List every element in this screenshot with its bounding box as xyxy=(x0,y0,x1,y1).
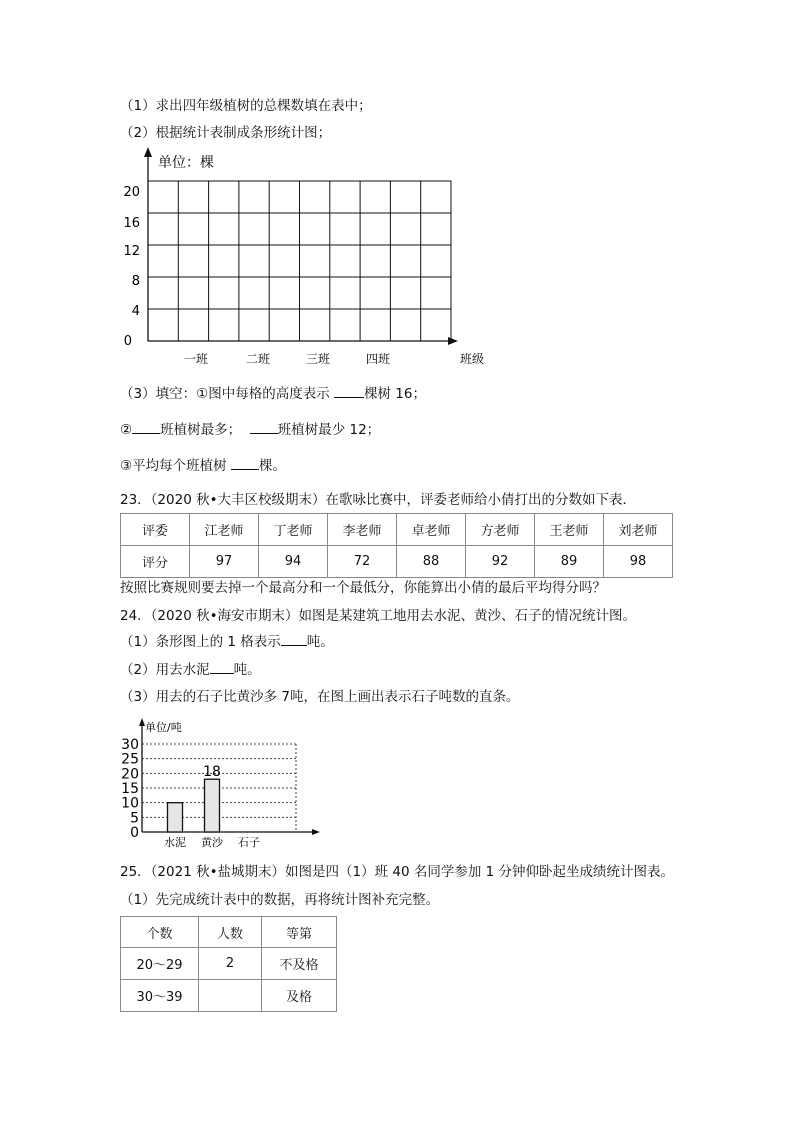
q22-part2: （2）根据统计表制成条形统计图； xyxy=(120,125,332,141)
q23-title: 23．（2020 秋•大丰区校级期末）在歌咏比赛中，评委老师给小倩打出的分数如下表． xyxy=(120,492,637,508)
answer-blank[interactable] xyxy=(250,421,278,434)
q23-score-table xyxy=(120,513,673,578)
q22-ytick: 16 xyxy=(123,216,140,231)
q22-ytick: 8 xyxy=(131,274,140,289)
table-row xyxy=(121,546,673,578)
table-cell: 72 xyxy=(328,546,397,578)
q22-ytick: 20 xyxy=(123,185,140,200)
table-cell: 89 xyxy=(535,546,604,578)
table-row xyxy=(121,948,337,980)
q22-xlabel: 四班 xyxy=(365,352,391,366)
q22-ytick: 4 xyxy=(131,304,140,319)
table-cell: 30～39 xyxy=(121,980,199,1012)
y-tick-label: 30 xyxy=(121,737,139,753)
y-tick-label: 0 xyxy=(130,825,139,841)
q22-x-axis-label: 班级 xyxy=(459,352,485,366)
table-cell: 88 xyxy=(397,546,466,578)
table-cell: 方老师 xyxy=(466,514,535,546)
table-cell: 卓老师 xyxy=(397,514,466,546)
answer-blank[interactable] xyxy=(281,633,307,646)
table-cell: 评分 xyxy=(121,546,190,578)
q22-empty-bar-grid xyxy=(118,145,498,375)
q22-xlabel: 二班 xyxy=(245,352,271,366)
q22-part5 xyxy=(120,457,286,475)
q24-bar-chart xyxy=(118,716,328,848)
q25-part1: （1）先完成统计表中的数据，再将统计图补充完整。 xyxy=(120,892,440,908)
q22-xlabel: 三班 xyxy=(305,352,331,366)
answer-cell[interactable] xyxy=(199,980,262,1012)
q22-chart-unit: 单位：棵 xyxy=(158,155,214,171)
table-cell: 丁老师 xyxy=(259,514,328,546)
q24-part1-text-b: 吨。 xyxy=(306,634,334,650)
table-cell: 刘老师 xyxy=(604,514,673,546)
x-category-label: 石子 xyxy=(238,836,260,848)
table-cell: 2 xyxy=(199,948,262,980)
answer-blank[interactable] xyxy=(210,661,234,674)
table-cell: 评委 xyxy=(121,514,190,546)
data-label: 18 xyxy=(203,764,221,781)
q22-part3-text-b: 棵树 16； xyxy=(363,386,426,402)
q25-title: 25．（2021 秋•盐城期末）如图是四（1）班 40 名同学参加 1 分钟仰卧起坐成绩统计图表。 xyxy=(120,864,675,880)
q24-part2-text-b: 吨。 xyxy=(233,662,261,678)
table-header-cell: 人数 xyxy=(199,917,262,948)
table-cell: 江老师 xyxy=(190,514,259,546)
q22-part4 xyxy=(120,421,380,439)
y-tick-label: 5 xyxy=(130,810,139,827)
table-cell: 97 xyxy=(190,546,259,578)
q23-question: 按照比赛规则要去掉一个最高分和一个最低分，你能算出小倩的最后平均得分吗？ xyxy=(120,580,606,596)
q24-part1 xyxy=(120,633,334,651)
table-header-cell: 个数 xyxy=(121,917,199,948)
table-cell: 92 xyxy=(466,546,535,578)
q22-part4-text-a: ② xyxy=(120,422,133,438)
q22-xlabel: 一班 xyxy=(183,352,209,366)
q22-part3-text-a: （3）填空：①图中每格的高度表示 xyxy=(120,386,334,402)
q24-title: 24．（2020 秋•海安市期末）如图是某建筑工地用去水泥、黄沙、石子的情况统计图。 xyxy=(120,608,637,624)
q24-part2 xyxy=(120,661,261,679)
table-cell: 李老师 xyxy=(328,514,397,546)
table-cell: 不及格 xyxy=(262,948,337,980)
q25-stat-table xyxy=(120,916,337,1012)
y-tick-label: 10 xyxy=(121,795,139,812)
q24-part3: （3）用去的石子比黄沙多 7吨，在图上画出表示石子吨数的直条。 xyxy=(120,689,520,705)
table-header-cell: 等第 xyxy=(262,917,337,948)
x-category-label: 水泥 xyxy=(164,836,186,848)
q22-part5-text-a: ③平均每个班植树 xyxy=(120,458,231,474)
table-cell: 20～29 xyxy=(121,948,199,980)
q24-unit-label: 单位/吨 xyxy=(145,721,182,734)
q22-part4-text-c: 班植树最少 12； xyxy=(277,422,381,438)
x-category-label: 黄沙 xyxy=(201,836,223,848)
bar xyxy=(168,803,183,832)
table-cell: 王老师 xyxy=(535,514,604,546)
table-cell: 98 xyxy=(604,546,673,578)
q24-part1-text-a: （1）条形图上的 1 格表示 xyxy=(120,634,281,650)
q22-part4-text-b: 班植树最多； xyxy=(160,422,242,438)
q22-part1: （1）求出四年级植树的总棵数填在表中； xyxy=(120,98,372,114)
y-tick-label: 20 xyxy=(121,766,139,783)
table-row xyxy=(121,514,673,546)
q22-part5-text-b: 棵。 xyxy=(258,458,286,474)
table-cell: 及格 xyxy=(262,980,337,1012)
y-tick-label: 25 xyxy=(121,751,139,768)
q22-ytick: 0 xyxy=(123,334,132,349)
answer-blank[interactable] xyxy=(231,457,259,470)
answer-blank[interactable] xyxy=(132,421,160,434)
table-row xyxy=(121,917,337,948)
q24-part2-text-a: （2）用去水泥 xyxy=(120,662,210,678)
q22-part3 xyxy=(120,385,426,403)
table-cell: 94 xyxy=(259,546,328,578)
answer-blank[interactable] xyxy=(334,385,364,398)
q22-ytick: 12 xyxy=(123,244,140,259)
bar xyxy=(205,779,220,832)
table-row xyxy=(121,980,337,1012)
y-tick-label: 15 xyxy=(121,781,139,797)
